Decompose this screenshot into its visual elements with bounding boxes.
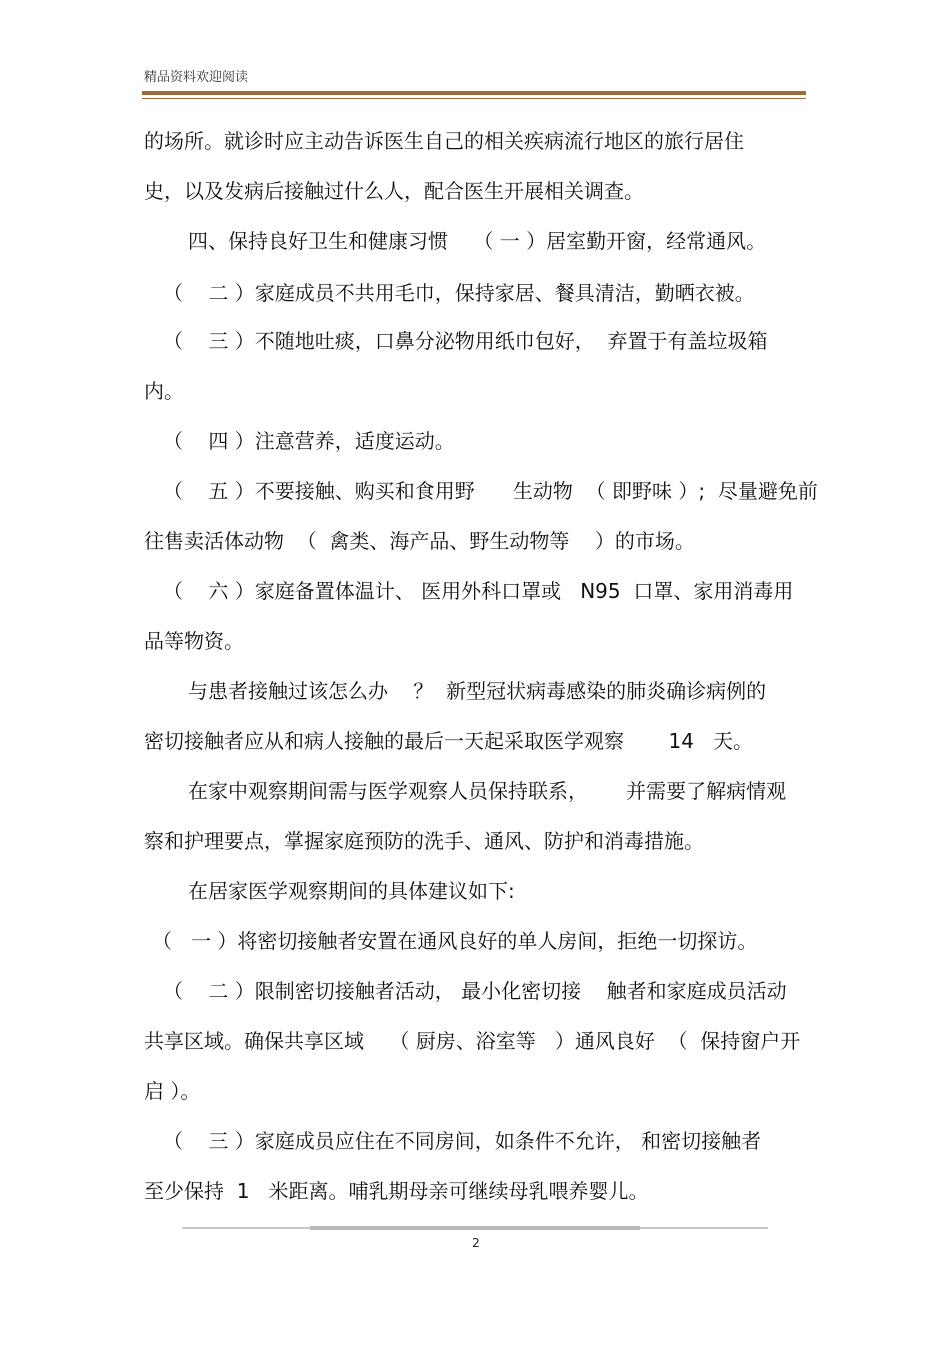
text-line: 四、保持良好卫生和健康习惯 （ 一 ）居室勤开窗，经常通风。 <box>188 229 767 253</box>
text-line: （ 三 ）家庭成员应住在不同房间，如条件不允许， 和密切接触者 <box>163 1129 762 1153</box>
text-line: （ 三 ）不随地吐痰，口鼻分泌物用纸巾包好， 弃置于有盖垃圾箱 <box>163 329 768 353</box>
footer-rule-accent <box>310 1226 640 1230</box>
text-line: （ 二 ）家庭成员不共用毛巾，保持家居、餐具清洁，勤晒衣被。 <box>163 281 755 305</box>
text-line: 往售卖活体动物 （ 禽类、海产品、野生动物等 ）的市场。 <box>144 529 695 553</box>
text-line: 在家中观察期间需与医学观察人员保持联系， 并需要了解病情观 <box>188 779 787 803</box>
text-line: 内。 <box>144 379 184 403</box>
header-rule-thick <box>142 91 806 95</box>
text-line: 与患者接触过该怎么办 ？ 新型冠状病毒感染的肺炎确诊病例的 <box>188 679 767 703</box>
page-number: 2 <box>472 1236 480 1250</box>
text-line: （ 五 ）不要接触、购买和食用野 生动物 （ 即野味 ）; 尽量避免前 <box>163 479 818 503</box>
text-line: 的场所。就诊时应主动告诉医生自己的相关疾病流行地区的旅行居住 <box>144 129 744 153</box>
text-line: 在居家医学观察期间的具体建议如下: <box>188 879 515 903</box>
text-line: （ 六 ）家庭备置体温计、 医用外科口罩或 N95 口罩、家用消毒用 <box>163 579 794 603</box>
text-line: 史，以及发病后接触过什么人，配合医生开展相关调查。 <box>144 179 644 203</box>
header-rule-thin <box>142 98 806 99</box>
page-header-text: 精品资料欢迎阅读 <box>144 70 249 85</box>
text-line: 启 ）。 <box>144 1079 201 1103</box>
text-line: 至少保持 1 米距离。哺乳期母亲可继续母乳喂养婴儿。 <box>144 1179 649 1203</box>
text-line: 察和护理要点，掌握家庭预防的洗手、通风、防护和消毒措施。 <box>144 829 704 853</box>
text-line: （ 二 ）限制密切接触者活动， 最小化密切接 触者和家庭成员活动 <box>163 979 787 1003</box>
text-line: （ 一 ）将密切接触者安置在通风良好的单人房间，拒绝一切探访。 <box>152 929 758 953</box>
text-line: 共享区域。确保共享区域 （ 厨房、浴室等 ）通风良好 （ 保持窗户开 <box>144 1029 801 1053</box>
text-line: （ 四 ）注意营养，适度运动。 <box>163 429 455 453</box>
text-line: 品等物资。 <box>144 629 244 653</box>
text-line: 密切接触者应从和病人接触的最后一天起采取医学观察 14 天。 <box>144 729 754 753</box>
